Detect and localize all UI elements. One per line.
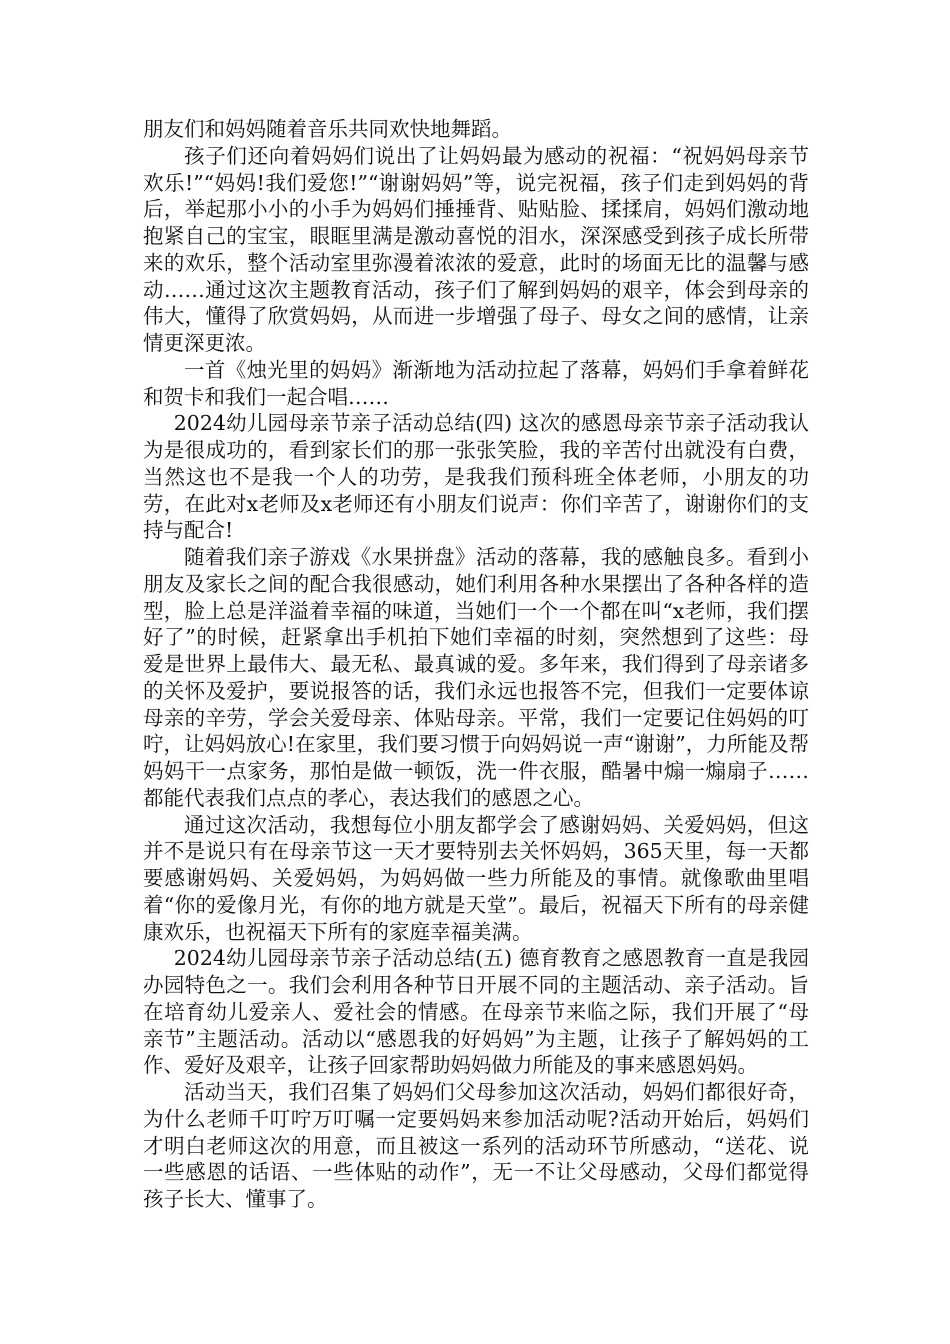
section-summary-4: 2024幼儿园母亲节亲子活动总结(四) 这次的感恩母亲节亲子活动我认为是很成功的，看到家长们的那一张张笑脸，我的辛苦付出就没有白费，当然这也不是我一个人的功劳，是我我们预科班全体老师，小朋友的功劳，在此对x老师及x老师还有小朋友们说声：你们辛苦了，谢谢你们的支持与配合! [143,411,809,543]
section-summary-5: 2024幼儿园母亲节亲子活动总结(五) 德育教育之感恩教育一直是我园办园特色之一。我们会利用各种节日开展不同的主题活动、亲子活动。旨在培育幼儿爱亲人、爱社会的情感。在母亲节来临之际，我们开展了“母亲节”主题活动。活动以“感恩我的好妈妈”为主题，让孩子了解妈妈的工作、爱好及艰辛，让孩子回家帮助妈妈做力所能及的事来感恩妈妈。 [143,946,809,1078]
paragraph-3: 一首《烛光里的妈妈》渐渐地为活动拉起了落幕，妈妈们手拿着鲜花和贺卡和我们一起合唱…… [143,357,809,409]
paragraph-8: 活动当天，我们召集了妈妈们父母参加这次活动，妈妈们都很好奇，为什么老师千叮咛万叮嘱一定要妈妈来参加活动呢?活动开始后，妈妈们才明白老师这次的用意，而且被这一系列的活动环节所感动，“送花、说一些感恩的话语、一些体贴的动作”，无一不让父母感动，父母们都觉得孩子长大、懂事了。 [143,1080,809,1211]
document-page [143,116,809,1213]
paragraph-6: 通过这次活动，我想每位小朋友都学会了感谢妈妈、关爱妈妈，但这并不是说只有在母亲节这一天才要特别去关怀妈妈，365天里，每一天都要感谢妈妈、关爱妈妈，为妈妈做一些力所能及的事情。就像歌曲里唱着“你的爱像月光，有你的地方就是天堂”。最后，祝福天下所有的母亲健康欢乐，也祝福天下所有的家庭幸福美满。 [143,812,809,944]
paragraph-5: 随着我们亲子游戏《水果拼盘》活动的落幕，我的感触良多。看到小朋友及家长之间的配合我很感动，她们利用各种水果摆出了各种各样的造型，脸上总是洋溢着幸福的味道，当她们一个一个都在叫“x老师，我们摆好了”的时候，赶紧拿出手机拍下她们幸福的时刻，突然想到了这些：母爱是世界上最伟大、最无私、最真诚的爱。多年来，我们得到了母亲诸多的关怀及爱护，要说报答的话，我们永远也报答不完，但我们一定要体谅母亲的辛劳，学会关爱母亲、体贴母亲。平常，我们一定要记住妈妈的叮咛，让妈妈放心!在家里，我们要习惯于向妈妈说一声“谢谢”，力所能及帮妈妈干一点家务，那怕是做一顿饭，洗一件衣服，酷暑中煽一煽扇子……都能代表我们点点的孝心，表达我们的感恩之心。 [143,545,809,810]
paragraph-2: 孩子们还向着妈妈们说出了让妈妈最为感动的祝福：“祝妈妈母亲节欢乐!”“妈妈!我们爱您!”“谢谢妈妈”等，说完祝福，孩子们走到妈妈的背后，举起那小小的小手为妈妈们捶捶背、贴贴脸、揉揉肩，妈妈们激动地抱紧自己的宝宝，眼眶里满是激动喜悦的泪水，深深感受到孩子成长所带来的欢乐，整个活动室里弥漫着浓浓的爱意，此时的场面无比的温馨与感动……通过这次主题教育活动，孩子们了解到妈妈的艰辛，体会到母亲的伟大，懂得了欣赏妈妈，从而进一步增强了母子、母女之间的感情，让亲情更深更浓。 [143,143,809,355]
paragraph-1: 朋友们和妈妈随着音乐共同欢快地舞蹈。 [143,117,512,141]
